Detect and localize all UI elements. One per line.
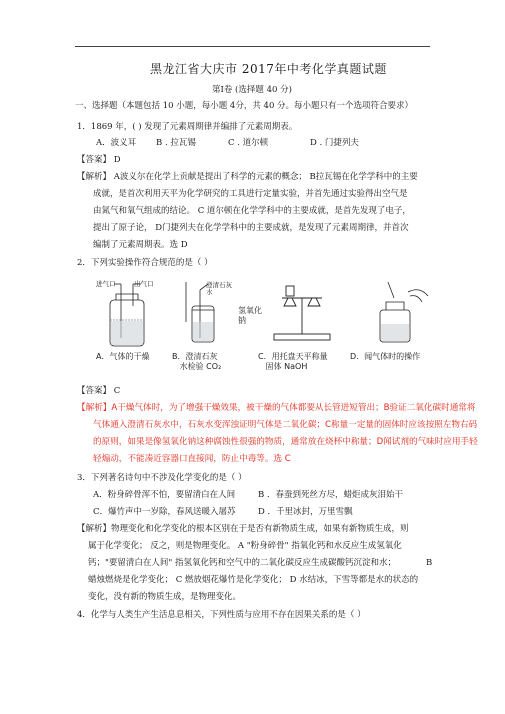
q2-analysis-line: 轻煽动，不能凑近容器口直接闻，防止中毒等。选 C — [93, 454, 291, 464]
section-title: 第I卷 (选择题 40 分) — [212, 85, 292, 95]
q3-option-d: D ．千里冰封，万里雪飘 — [258, 507, 353, 517]
fig-a-outlet-label: 出气口 — [134, 280, 154, 288]
q2-analysis-line: 的原则，如果是像氢氧化钠这种腐蚀性很强的物质，通常放在烧杯中称量；D闻试剂的气味时应用手轻 — [93, 437, 478, 447]
q2-figures — [88, 276, 478, 380]
q2-answer: 【答案】 C — [77, 386, 121, 396]
header-rule — [75, 46, 430, 47]
q3-analysis-line: 变化，没有新的物质生成，是物理变化。 — [88, 592, 242, 602]
q3-analysis-line: 钙；"要留清白在人间" 指氢氧化钙和空气中的二氧化碳反应生成碳酸钙沉淀和水； — [88, 558, 397, 568]
q1-stem: 1．1869 年，( ) 发现了元素周期律并编排了元素周期表。 — [77, 122, 298, 132]
q3-analysis-b-marker: B — [426, 558, 433, 568]
fig-d-caption: D．闻气体时的操作 — [350, 352, 421, 361]
q3-analysis-line: 蜡烛燃烧是化学变化； C 燃放烟花爆竹是化学变化； D 水结冰，下雪等都是水的状态的 — [88, 575, 419, 585]
q3-option-c: C．爆竹声中一岁除，春风送暖入屠苏 — [93, 507, 236, 517]
q1-option-d: D . 门捷列夫 — [310, 138, 359, 148]
q1-answer: 【答案】 D — [77, 155, 121, 165]
q1-analysis-line: 编制了元素周期表。选 D — [93, 240, 188, 250]
fig-b-reagent-label: 澄清石灰水 — [206, 281, 232, 296]
fig-a-inlet-label: 进气口 — [96, 280, 116, 288]
section-instructions: 一、选择题（本题包括 10 小题，每小题 4分，共 40 分。每小题只有一个选项符合要求） — [75, 101, 414, 111]
q3-stem: 3．下列著名诗句中不涉及化学变化的是（ ） — [77, 473, 247, 483]
q3-option-a: A．粉身碎骨浑不怕，要留清白在人间 — [93, 490, 236, 500]
q4-stem: 4．化学与人类生产生活息息相关，下列性质与应用不存在因果关系的是（ ） — [77, 610, 366, 620]
fig-c-reagent-label: 氢氧化钠 — [238, 306, 262, 325]
page-title: 黑龙江省大庆市 2017年中考化学真题试题 — [150, 62, 387, 76]
q1-analysis-line: 成就，是首次利用天平为化学研究的工具进行定量实验，并首先通过实验得出空气是 — [93, 189, 408, 199]
q2-analysis-line: 气体通入澄清石灰水中，石灰水变浑浊证明气体是二氧化碳；C称量一定量的固体时应该按照左物右码 — [93, 420, 478, 430]
q3-option-b: B ．春蚕到死丝方尽，蜡炬成灰泪始干 — [258, 490, 403, 500]
q1-option-a: A．波义耳 — [96, 138, 137, 148]
fig-c-caption: C．用托盘天平称量 固体 NaOH — [258, 352, 328, 371]
q2-stem: 2．下列实验操作符合规范的是（ ） — [77, 258, 213, 268]
q1-option-b: B . 拉瓦锡 — [156, 138, 196, 148]
fig-b-caption: B．澄清石灰 水检验 CO₂ — [172, 352, 222, 371]
q1-analysis-line: 【解析】 A波义尔在化学上贡献是提出了科学的元素的概念； B拉瓦锡在化学学科中的主要 — [77, 172, 418, 182]
q1-option-c: C . 道尔顿 — [228, 138, 269, 148]
q1-analysis-line: 由氮气和氧气组成的结论。 C 道尔顿在化学学科中的主要成就，是首先发现了电子， — [93, 206, 411, 216]
q3-analysis-line: 属于化学变化； 反之，则是物理变化。 A "粉身碎骨" 指氧化钙和水反应生成氢氧化 — [88, 541, 402, 551]
q1-analysis-line: 提出了原子论， D门捷列夫在化学学科中的主要成就，是发现了元素周期律，并首次 — [93, 223, 409, 233]
q3-analysis-line: 【解析】物理变化和化学变化的根本区别在于是否有新物质生成，如果有新物质生成，则 — [77, 524, 409, 534]
fig-a-caption: A．气体的干燥 — [96, 352, 150, 361]
q2-analysis-line: 【解析】A干燥气体时，为了增强干燥效果，被干燥的气体都要从长管进短管出；B验证二氧化碳时通常将 — [77, 403, 476, 413]
